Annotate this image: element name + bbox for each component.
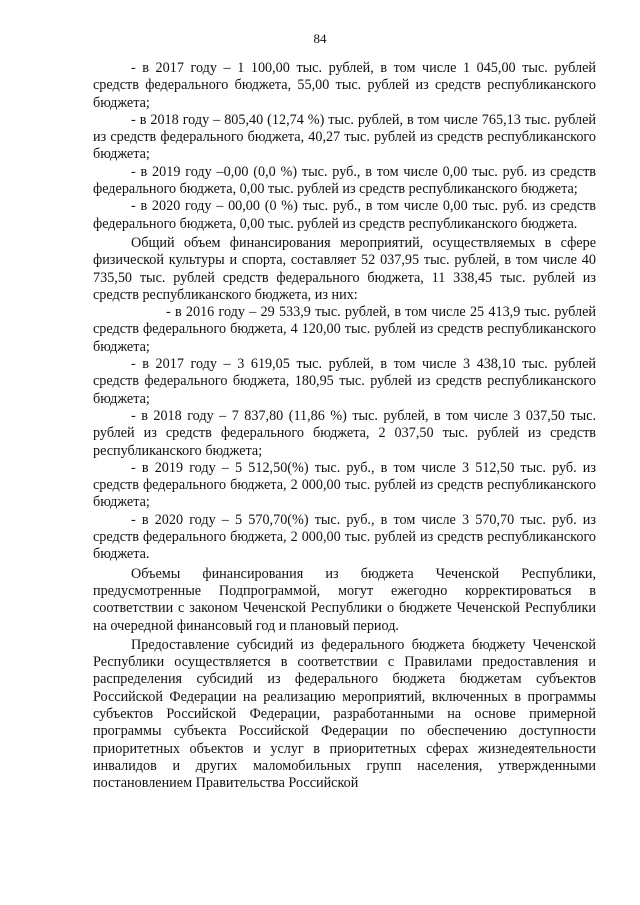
paragraph-funding-adjustment: Объемы финансирования из бюджета Чеченской Республики, предусмотренные Подпрограммой, могут ежегодно корректироваться в соответствии с законом Чеченской Республики о бюджете Чеченской Республики на очередной финансовый год и плановый период. (93, 565, 596, 634)
paragraph-2020: - в 2020 году – 00,00 (0 %) тыс. руб., в том числе 0,00 тыс. руб. из средств федерального бюджета, 0,00 тыс. рублей из средств республиканского бюджета. (93, 198, 596, 232)
paragraph-2019: - в 2019 году –0,00 (0,0 %) тыс. руб., в том числе 0,00 тыс. руб. из средств федерального бюджета, 0,00 тыс. рублей из средств республиканского бюджета; (93, 163, 596, 198)
paragraph-sport-2020: - в 2020 году – 5 570,70(%) тыс. руб., в том числе 3 570,70 тыс. руб. из средств федерального бюджета, 2 000,00 тыс. рублей из средств республиканского бюджета. (93, 511, 596, 563)
paragraph-subsidies: Предоставление субсидий из федерального бюджета бюджету Чеченской Республики осуществляется в соответствии с Правилами предоставления и распределения субсидий из федерального бюджета бюджетам субъектов Российской Федерации на реализацию мероприятий, включенных в программы субъектов Российской Федерации, разработанными на основе примерной программы субъекта Российской Федерации по обеспечению доступности приоритетных объектов и услуг в приоритетных сферах жизнедеятельности инвалидов и других маломобильных групп населения, утвержденными постановлением Правительства Российской (93, 636, 596, 792)
paragraph-sport-2019: - в 2019 году – 5 512,50(%) тыс. руб., в том числе 3 512,50 тыс. руб. из средств федерального бюджета, 2 000,00 тыс. рублей из средств республиканского бюджета; (93, 459, 596, 511)
paragraph-2017: - в 2017 году – 1 100,00 тыс. рублей, в том числе 1 045,00 тыс. рублей средств федерального бюджета, 55,00 тыс. рублей из средств республиканского бюджета; (93, 60, 596, 111)
paragraph-2018: - в 2018 году – 805,40 (12,74 %) тыс. рублей, в том числе 765,13 тыс. рублей из средств федерального бюджета, 40,27 тыс. рублей из средств республиканского бюджета; (93, 111, 596, 163)
document-body (93, 60, 596, 792)
page-number: 84 (313, 31, 327, 46)
paragraph-sport-2016: - в 2016 году – 29 533,9 тыс. рублей, в том числе 25 413,9 тыс. рублей средств федерального бюджета, 4 120,00 тыс. рублей из средств республиканского бюджета; (93, 304, 596, 355)
paragraph-total-sport-funding: Общий объем финансирования мероприятий, осуществляемых в сфере физической культуры и спорта, составляет 52 037,95 тыс. рублей, в том числе 40 735,50 тыс. рублей средств федерального бюджета, 11 338,45 тыс. рублей из средств республиканского бюджета, из них: (93, 234, 596, 303)
paragraph-sport-2017: - в 2017 году – 3 619,05 тыс. рублей, в том числе 3 438,10 тыс. рублей средств федерального бюджета, 180,95 тыс. рублей из средств республиканского бюджета; (93, 356, 596, 407)
paragraph-sport-2018: - в 2018 году – 7 837,80 (11,86 %) тыс. рублей, в том числе 3 037,50 тыс. рублей из средств федерального бюджета, 2 037,50 тыс. рублей из средств республиканского бюджета; (93, 407, 596, 459)
